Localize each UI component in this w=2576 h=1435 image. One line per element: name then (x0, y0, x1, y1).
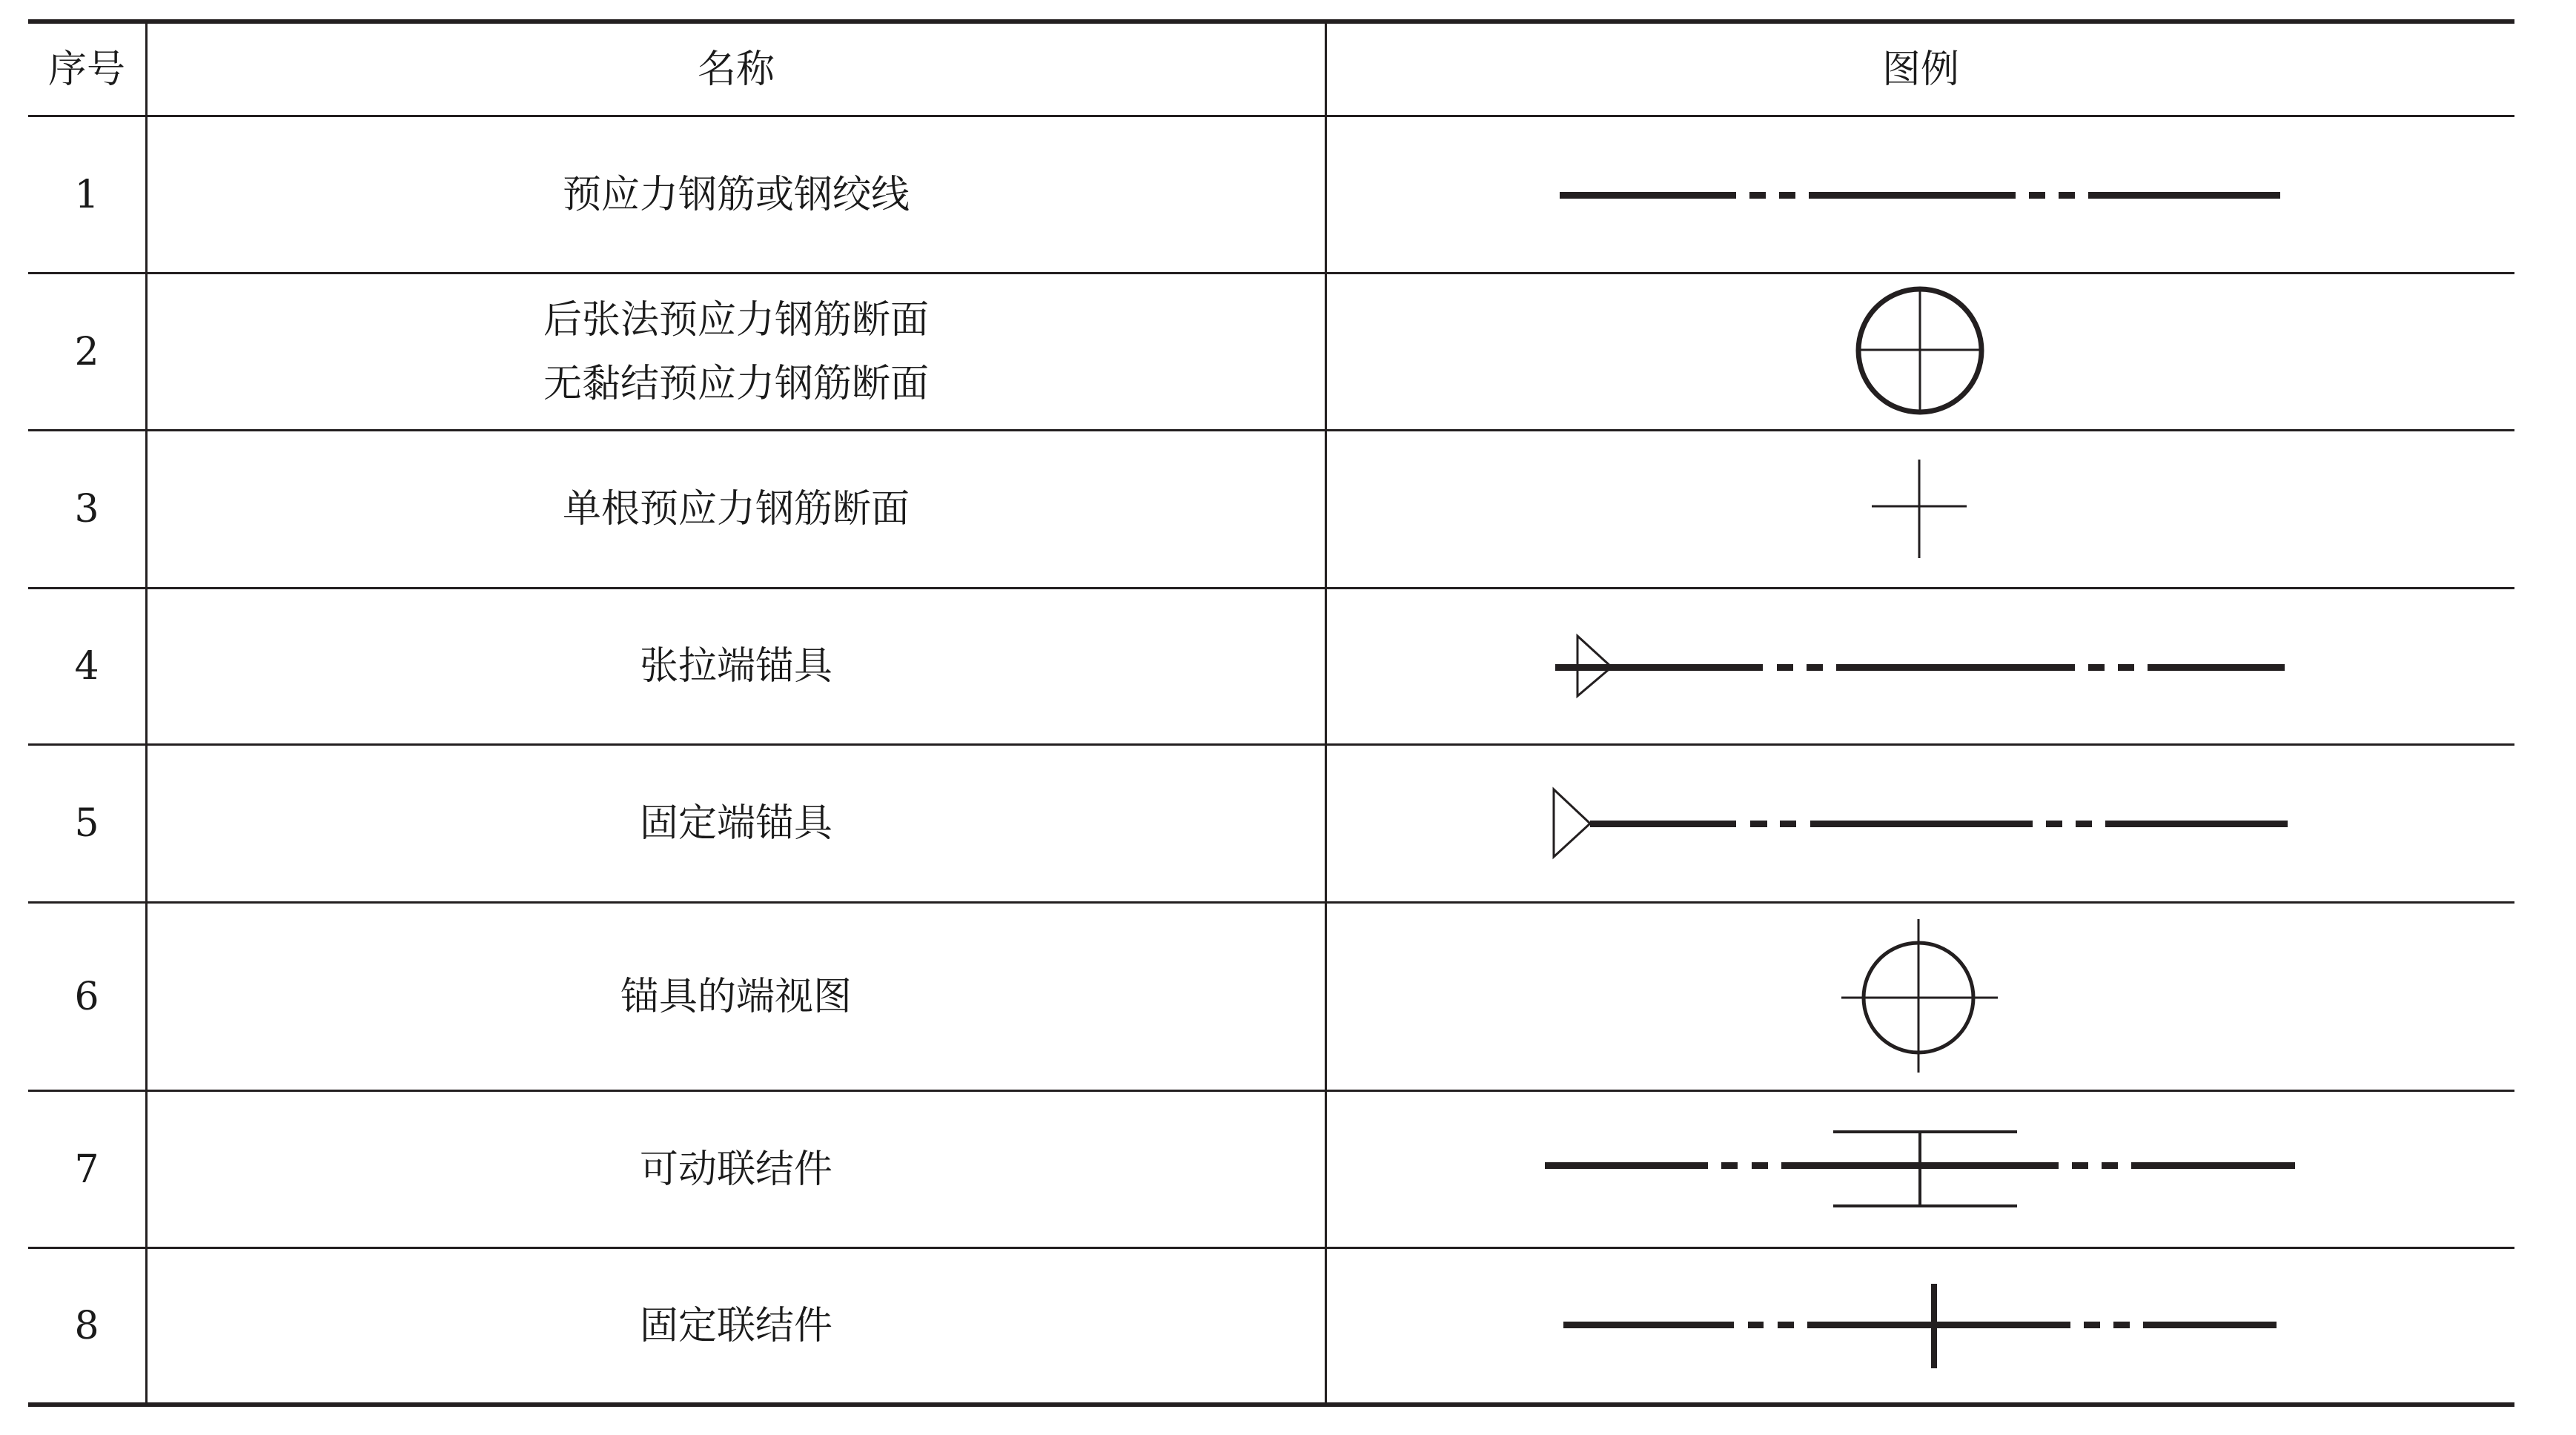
row-name-text: 可动联结件 (639, 1147, 832, 1192)
row-index-text: 8 (74, 1303, 99, 1348)
row-name-text-line-2: 无黏结预应力钢筋断面 (543, 361, 929, 406)
row-index-text: 6 (74, 974, 99, 1019)
header-legend-label: 图例 (1881, 47, 1959, 92)
row-name-text: 固定联结件 (639, 1303, 832, 1348)
header-name-label: 名称 (697, 47, 775, 92)
row-index-text: 7 (74, 1147, 99, 1192)
row-name-text: 固定端锚具 (639, 801, 832, 846)
single-tendon-section-icon (1872, 460, 1967, 558)
anchor-end-view-icon (1841, 919, 1998, 1073)
fixed-end-anchor-icon (1590, 821, 2288, 827)
row-name-text: 预应力钢筋或钢绞线 (562, 172, 910, 217)
prestressed-tendon-line-icon (1560, 192, 2280, 199)
fixed-triangle-icon (1554, 789, 1590, 857)
row-name-text-line-1: 后张法预应力钢筋断面 (543, 297, 929, 342)
row-index-text: 2 (74, 329, 99, 374)
row-index-text: 3 (74, 487, 99, 531)
row-name-text: 锚具的端视图 (620, 974, 852, 1019)
row-index-text: 5 (74, 801, 99, 846)
post-tensioned-section-icon (1858, 289, 1981, 412)
header-index-label: 序号 (47, 47, 125, 92)
row-name-text: 单根预应力钢筋断面 (562, 487, 910, 531)
fixed-coupler-icon (1563, 1284, 2277, 1368)
row-name-text: 张拉端锚具 (639, 644, 832, 689)
row-index-text: 4 (74, 644, 99, 689)
movable-coupler-icon (1545, 1130, 2295, 1207)
row-index-text: 1 (74, 172, 99, 217)
tensioning-end-anchor-icon (1555, 664, 2285, 671)
